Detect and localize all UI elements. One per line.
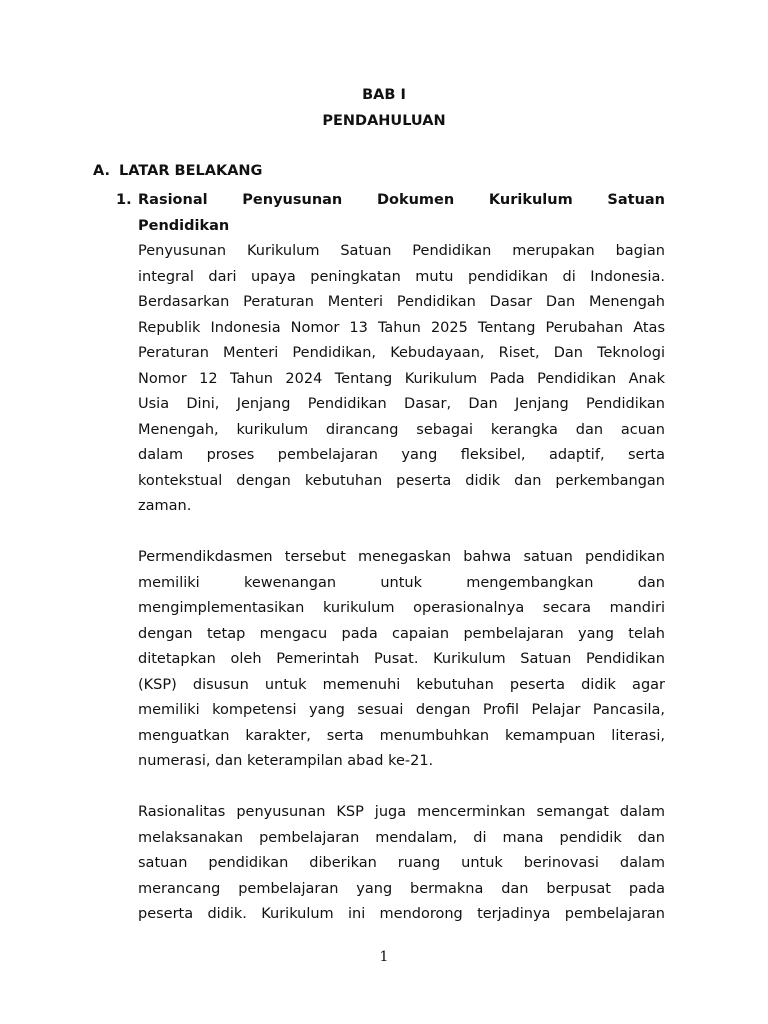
paragraph-line: Penyusunan Kurikulum Satuan Pendidikan merupakan bagian: [138, 243, 665, 259]
paragraph-line: Rasionalitas penyusunan KSP juga mencerminkan semangat dalam: [138, 804, 665, 820]
paragraph-line: Berdasarkan Peraturan Menteri Pendidikan Dasar Dan Menengah: [138, 294, 665, 310]
paragraph-line: merancang pembelajaran yang bermakna dan berpusat pada: [138, 880, 665, 897]
chapter-title: PENDAHULUAN: [322, 113, 446, 129]
paragraph-line: integral dari upaya peningkatan mutu pendidikan di Indonesia.: [138, 268, 665, 285]
paragraph-line: Usia Dini, Jenjang Pendidikan Dasar, Dan Jenjang Pendidikan: [138, 396, 665, 412]
section-label: A.: [93, 163, 110, 179]
subsection-title-line-2: Pendidikan: [138, 217, 230, 234]
chapter-label: BAB I: [362, 87, 406, 103]
subsection-title-line-1: Rasional Penyusunan Dokumen Kurikulum Satuan: [138, 192, 665, 208]
paragraph-line: dalam proses pembelajaran yang fleksibel, adaptif, serta: [138, 447, 665, 463]
paragraph-line: menguatkan karakter, serta menumbuhkan kemampuan literasi,: [138, 727, 665, 744]
paragraph-line: Nomor 12 Tahun 2024 Tentang Kurikulum Pada Pendidikan Anak: [138, 370, 665, 387]
paragraph-3: [138, 800, 665, 928]
paragraph-line: memiliki kompetensi yang sesuai dengan Profil Pelajar Pancasila,: [138, 702, 665, 718]
paragraph-line: Menengah, kurikulum dirancang sebagai kerangka dan acuan: [138, 421, 665, 438]
page-number: 1: [379, 949, 389, 965]
paragraph-line: numerasi, dan keterampilan abad ke-21.: [138, 753, 434, 769]
paragraph-line: melaksanakan pembelajaran mendalam, di mana pendidik dan: [138, 829, 665, 846]
paragraph-line: Peraturan Menteri Pendidikan, Kebudayaan, Riset, Dan Teknologi: [138, 345, 665, 361]
paragraph-line: kontekstual dengan kebutuhan peserta didik dan perkembangan: [138, 472, 665, 489]
paragraph-line: memiliki kewenangan untuk mengembangkan dan: [138, 574, 665, 591]
paragraph-line: (KSP) disusun untuk memenuhi kebutuhan peserta didik agar: [138, 676, 665, 693]
paragraph-line: mengimplementasikan kurikulum operasionalnya secara mandiri: [138, 600, 665, 616]
paragraph-line: ditetapkan oleh Pemerintah Pusat. Kurikulum Satuan Pendidikan: [138, 651, 665, 667]
paragraph-line: dengan tetap mengacu pada capaian pembelajaran yang telah: [138, 625, 665, 642]
section-heading: [93, 163, 262, 179]
paragraph-line: zaman.: [138, 498, 192, 514]
paragraph-2: [138, 545, 665, 775]
paragraph-line: peserta didik. Kurikulum ini mendorong terjadinya pembelajaran: [138, 906, 665, 922]
section-title: LATAR BELAKANG: [119, 163, 263, 179]
paragraph-line: Permendikdasmen tersebut menegaskan bahwa satuan pendidikan: [138, 549, 665, 565]
subsection-heading: [116, 188, 665, 239]
paragraph-line: satuan pendidikan diberikan ruang untuk berinovasi dalam: [138, 855, 665, 871]
subsection-number: 1.: [116, 192, 132, 208]
paragraph-1: [138, 239, 665, 520]
paragraph-line: Republik Indonesia Nomor 13 Tahun 2025 Tentang Perubahan Atas: [138, 319, 665, 336]
